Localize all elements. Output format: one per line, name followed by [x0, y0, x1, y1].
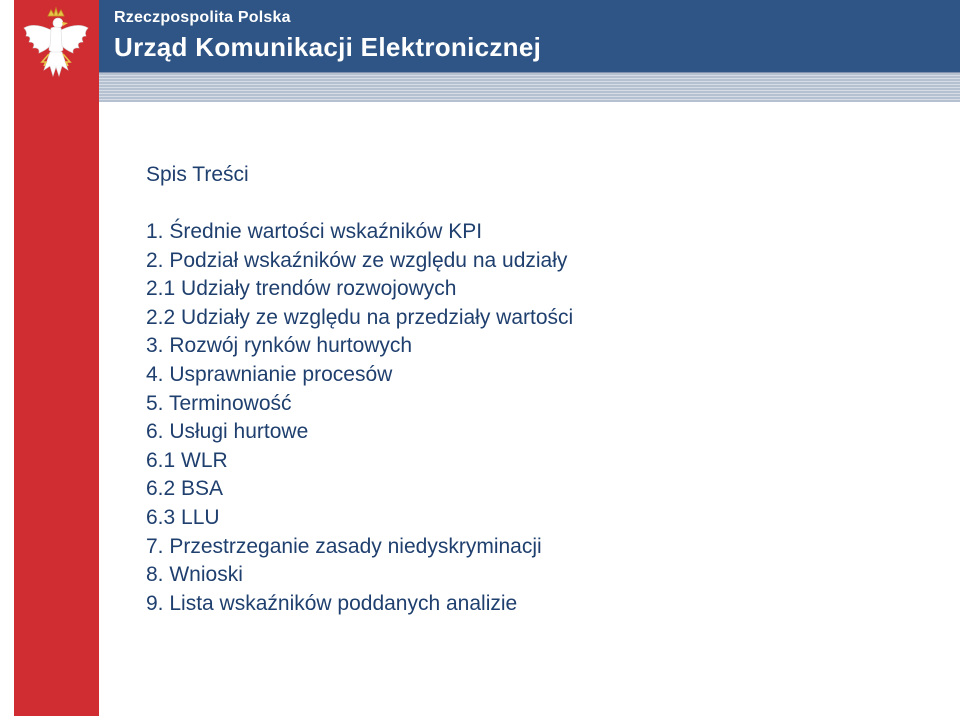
header-stripes — [14, 72, 960, 102]
red-side-bar — [14, 0, 99, 716]
toc-item: 4. Usprawnianie procesów — [146, 362, 393, 386]
toc-item: 7. Przestrzeganie zasady niedyskryminacji — [146, 534, 542, 558]
header-title: Urząd Komunikacji Elektronicznej — [114, 32, 542, 62]
toc-item: 1. Średnie wartości wskaźników KPI — [146, 220, 483, 243]
toc-item: 8. Wnioski — [146, 563, 243, 587]
toc-item: 9. Lista wskaźników poddanych analizie — [146, 591, 518, 615]
toc-item: 6.3 LLU — [146, 505, 220, 529]
toc-item: 6.2 BSA — [146, 477, 224, 501]
toc-item: 5. Terminowość — [146, 391, 292, 415]
toc-heading: Spis Treści — [146, 163, 249, 186]
toc-item: 6.1 WLR — [146, 448, 228, 472]
white-eagle-emblem-icon — [18, 6, 94, 98]
toc-item: 3. Rozwój rynków hurtowych — [146, 334, 413, 358]
toc-item: 2.2 Udziały ze względu na przedziały wartości — [146, 305, 574, 329]
toc-list — [146, 218, 573, 618]
toc-item: 2.1 Udziały trendów rozwojowych — [146, 277, 457, 301]
header-subtitle: Rzeczpospolita Polska — [114, 9, 291, 26]
toc-item: 6. Usługi hurtowe — [146, 420, 309, 444]
toc-item: 2. Podział wskaźników ze względu na udziały — [146, 248, 568, 272]
